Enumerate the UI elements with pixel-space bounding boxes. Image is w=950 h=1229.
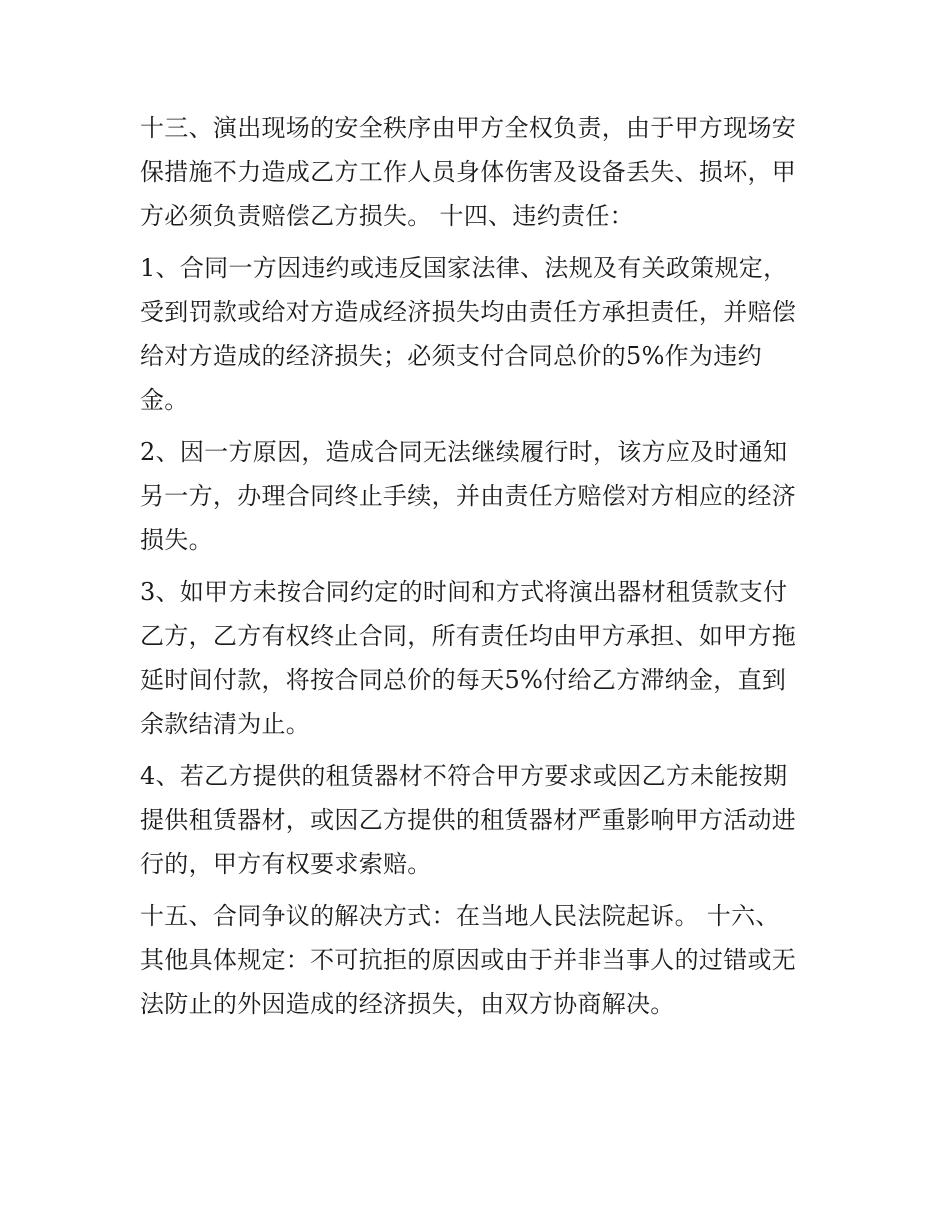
text-line: 其他具体规定：不可抗拒的原因或由于并非当事人的过错或无 [140, 946, 797, 974]
text-line: 受到罚款或给对方造成经济损失均由责任方承担责任，并赔偿 [140, 298, 797, 326]
text-line: 十三、演出现场的安全秩序由甲方全权负责，由于甲方现场安 [140, 114, 797, 142]
text-line: 1、合同一方因违约或违反国家法律、法规及有关政策规定， [140, 254, 788, 282]
text-line: 乙方，乙方有权终止合同，所有责任均由甲方承担、如甲方拖 [140, 622, 797, 650]
text-line: 另一方，办理合同终止手续，并由责任方赔偿对方相应的经济 [140, 482, 797, 510]
text-line: 十五、合同争议的解决方式：在当地人民法院起诉。 十六、 [140, 902, 780, 930]
text-line: 行的，甲方有权要求索赔。 [140, 850, 432, 878]
text-line: 保措施不力造成乙方工作人员身体伤害及设备丢失、损坏，甲 [140, 158, 797, 186]
text-line: 4、若乙方提供的租赁器材不符合甲方要求或因乙方未能按期 [140, 762, 788, 790]
paragraph-clause-13 [140, 106, 820, 238]
paragraph-clause-14-item-1 [140, 246, 820, 422]
text-line: 延时间付款，将按合同总价的每天5%付给乙方滞纳金，直到 [140, 666, 787, 694]
text-line: 余款结清为止。 [140, 710, 311, 738]
paragraph-clause-14-item-3 [140, 570, 820, 746]
text-line: 损失。 [140, 526, 213, 554]
text-line: 金。 [140, 386, 189, 414]
paragraph-clause-14-item-2 [140, 430, 820, 562]
text-line: 方必须负责赔偿乙方损失。 十四、违约责任： [140, 202, 634, 230]
text-line: 2、因一方原因，造成合同无法继续履行时，该方应及时通知 [140, 438, 788, 466]
document-body [140, 106, 820, 1034]
text-line: 法防止的外因造成的经济损失，由双方协商解决。 [140, 990, 675, 1018]
text-line: 提供租赁器材，或因乙方提供的租赁器材严重影响甲方活动进 [140, 806, 797, 834]
paragraph-clause-14-item-4 [140, 754, 820, 886]
paragraph-clause-15 [140, 894, 820, 1026]
text-line: 3、如甲方未按合同约定的时间和方式将演出器材租赁款支付 [140, 578, 788, 606]
text-line: 给对方造成的经济损失；必须支付合同总价的5%作为违约 [140, 342, 762, 370]
